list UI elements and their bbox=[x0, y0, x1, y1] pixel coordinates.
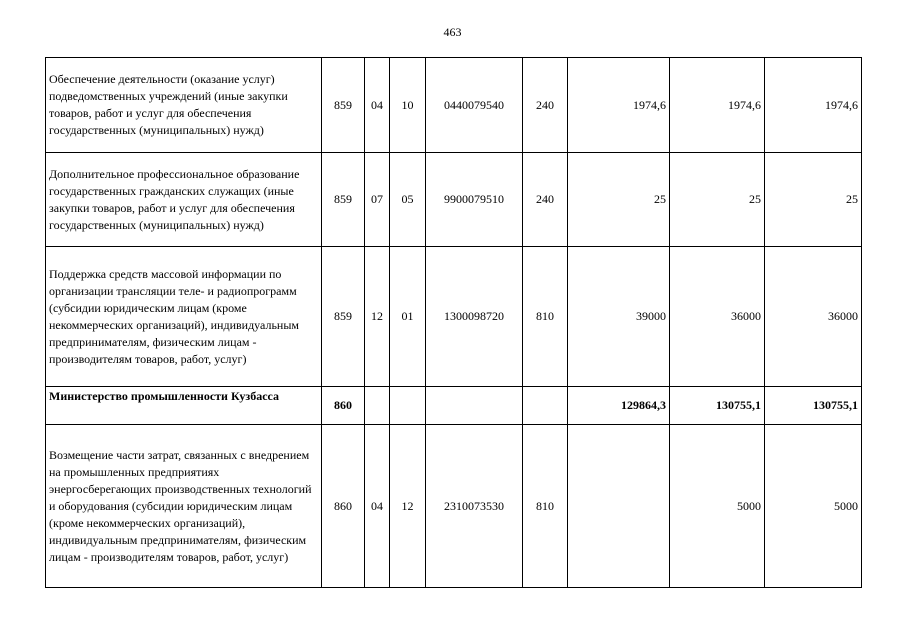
ministry-code: 859 bbox=[322, 153, 365, 247]
target-code bbox=[426, 387, 523, 425]
subsection-code: 12 bbox=[390, 425, 426, 588]
expense-type-code: 240 bbox=[523, 58, 568, 153]
table-row-ministry-total bbox=[46, 387, 862, 425]
budget-table bbox=[45, 57, 862, 588]
ministry-code: 859 bbox=[322, 58, 365, 153]
amount-year-3: 130755,1 bbox=[765, 387, 862, 425]
subsection-code: 10 bbox=[390, 58, 426, 153]
table-row bbox=[46, 153, 862, 247]
amount-year-3: 5000 bbox=[765, 425, 862, 588]
amount-year-1 bbox=[568, 425, 670, 588]
amount-year-2: 5000 bbox=[670, 425, 765, 588]
amount-year-1: 1974,6 bbox=[568, 58, 670, 153]
amount-year-3: 1974,6 bbox=[765, 58, 862, 153]
amount-year-2: 1974,6 bbox=[670, 58, 765, 153]
table-row bbox=[46, 58, 862, 153]
amount-year-1: 129864,3 bbox=[568, 387, 670, 425]
amount-year-2: 25 bbox=[670, 153, 765, 247]
ministry-code: 859 bbox=[322, 247, 365, 387]
table-row bbox=[46, 425, 862, 588]
amount-year-2: 130755,1 bbox=[670, 387, 765, 425]
row-name: Поддержка средств массовой информации по организации трансляции теле- и радиопрограмм (субсидии юридическим лицам (кроме некоммерческих организаций), индивидуальным предпринимателям, физическим лицам - производителям товаров, работ, услуг) bbox=[46, 247, 322, 387]
page-number: 463 bbox=[443, 25, 462, 39]
amount-year-3: 36000 bbox=[765, 247, 862, 387]
target-code: 2310073530 bbox=[426, 425, 523, 588]
subsection-code: 01 bbox=[390, 247, 426, 387]
expense-type-code: 810 bbox=[523, 247, 568, 387]
section-code: 04 bbox=[365, 58, 390, 153]
row-name: Дополнительное профессиональное образование государственных гражданских служащих (иные закупки товаров, работ и услуг для обеспечения государственных (муниципальных) нужд) bbox=[46, 153, 322, 247]
expense-type-code: 240 bbox=[523, 153, 568, 247]
amount-year-1: 25 bbox=[568, 153, 670, 247]
target-code: 9900079510 bbox=[426, 153, 523, 247]
row-name: Обеспечение деятельности (оказание услуг) подведомственных учреждений (иные закупки товаров, работ и услуг для обеспечения государственных (муниципальных) нужд) bbox=[46, 58, 322, 153]
table-row bbox=[46, 247, 862, 387]
section-code: 07 bbox=[365, 153, 390, 247]
expense-type-code: 810 bbox=[523, 425, 568, 588]
subsection-code bbox=[390, 387, 426, 425]
expense-type-code bbox=[523, 387, 568, 425]
row-name: Министерство промышленности Кузбасса bbox=[46, 387, 322, 425]
amount-year-3: 25 bbox=[765, 153, 862, 247]
ministry-code: 860 bbox=[322, 425, 365, 588]
row-name: Возмещение части затрат, связанных с внедрением на промышленных предприятиях энергосберегающих производственных технологий и оборудования (субсидии юридическим лицам (кроме некоммерческих организаций), индивидуальным предпринимателям, физическим лицам - производителям товаров, работ, услуг) bbox=[46, 425, 322, 588]
amount-year-2: 36000 bbox=[670, 247, 765, 387]
ministry-code: 860 bbox=[322, 387, 365, 425]
section-code: 04 bbox=[365, 425, 390, 588]
target-code: 1300098720 bbox=[426, 247, 523, 387]
section-code bbox=[365, 387, 390, 425]
target-code: 0440079540 bbox=[426, 58, 523, 153]
section-code: 12 bbox=[365, 247, 390, 387]
subsection-code: 05 bbox=[390, 153, 426, 247]
amount-year-1: 39000 bbox=[568, 247, 670, 387]
